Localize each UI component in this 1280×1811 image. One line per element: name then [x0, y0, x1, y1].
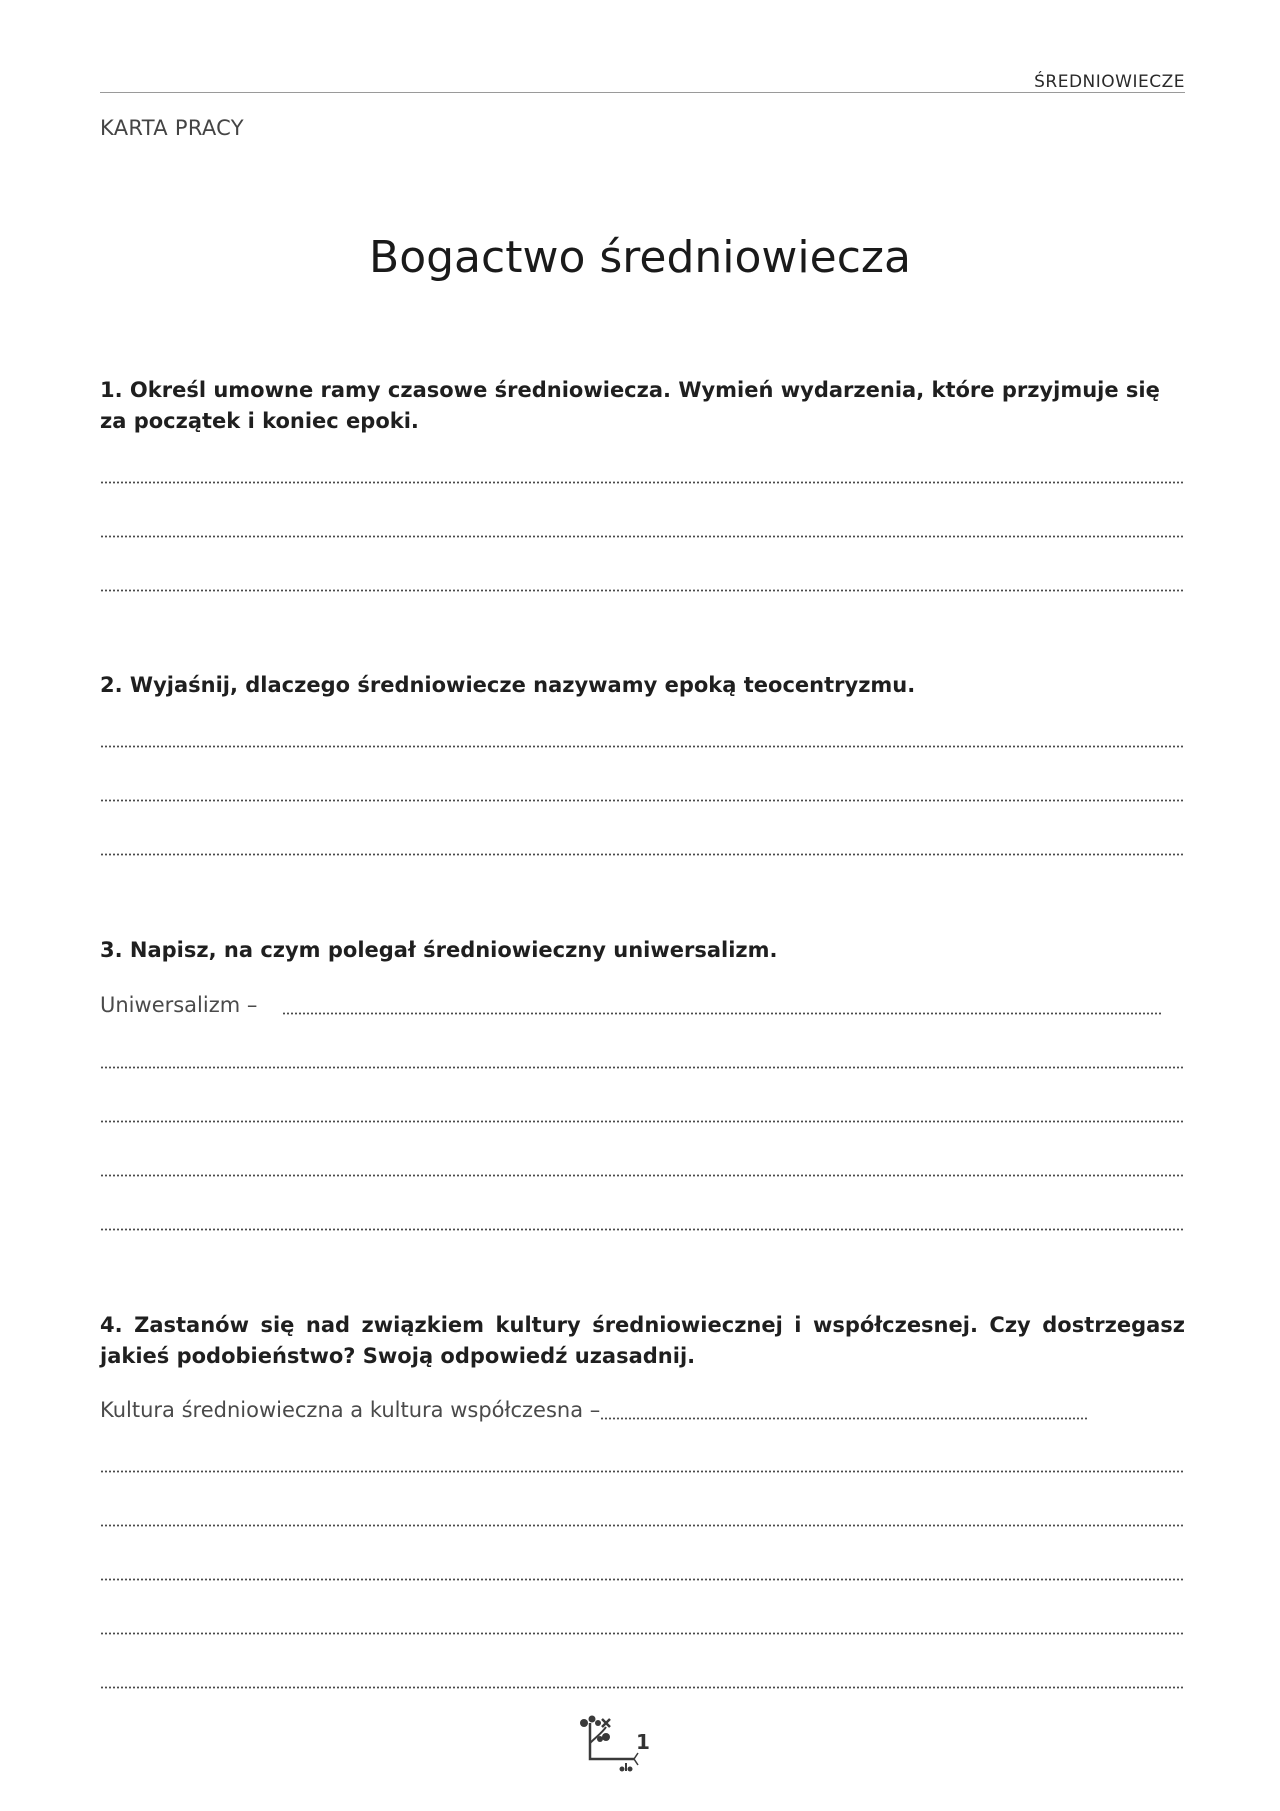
- answer-line[interactable]: [100, 1066, 1185, 1069]
- task-text: Wyjaśnij, dlaczego średniowiecze nazywamy: [122, 673, 665, 697]
- answer-line[interactable]: [600, 1417, 1088, 1420]
- task-text: .: [907, 673, 916, 697]
- task-text-emphasis: średniowieczny uniwersalizm: [423, 938, 770, 962]
- header-rule: [100, 92, 1185, 93]
- task-text: Napisz, na czym polegał: [122, 938, 424, 962]
- answer-line[interactable]: [100, 853, 1185, 856]
- task-number: 2.: [100, 673, 123, 697]
- answer-line[interactable]: [100, 745, 1185, 748]
- answer-prompt: Uniwersalizm –: [100, 993, 258, 1017]
- task-text-emphasis: ramy czasowe: [320, 378, 488, 402]
- answer-line[interactable]: [100, 481, 1185, 484]
- page-number: 1: [636, 1730, 650, 1754]
- task-1: [100, 375, 1185, 437]
- task-text: Określ umowne: [122, 378, 321, 402]
- answer-line[interactable]: [100, 1578, 1185, 1581]
- answer-line[interactable]: [100, 1524, 1185, 1527]
- section-label: ŚREDNIOWIECZE: [1034, 72, 1185, 92]
- task-text: .: [769, 938, 778, 962]
- answer-line[interactable]: [100, 535, 1185, 538]
- page-title: Bogactwo średniowiecza: [369, 232, 911, 283]
- task-3: [100, 935, 1185, 966]
- answer-prompt: Kultura średniowieczna a kultura współczesna –: [100, 1398, 601, 1422]
- task-text: Zastanów się nad związkiem kultury średniowiecznej i współczesnej. Czy dostrzegasz jakieś podobieństwo? Swoją odpowiedź uzasadnij.: [100, 1313, 1185, 1368]
- answer-line[interactable]: [100, 799, 1185, 802]
- answer-line[interactable]: [100, 1632, 1185, 1635]
- task-4: [100, 1310, 1185, 1372]
- sheet-label: KARTA PRACY: [100, 116, 244, 140]
- answer-line[interactable]: [100, 1174, 1185, 1177]
- answer-line[interactable]: [100, 1686, 1185, 1689]
- task-text-emphasis: epoką teocentryzmu: [664, 673, 908, 697]
- answer-line[interactable]: [100, 1120, 1185, 1123]
- task-number: 3.: [100, 938, 123, 962]
- task-2: [100, 670, 1185, 701]
- task-number: 1.: [100, 378, 123, 402]
- task-number: 4.: [100, 1313, 123, 1337]
- answer-line[interactable]: [100, 1228, 1185, 1231]
- task-text: średniowiecza. Wymień wydarzenia, które przyjmuje się za początek i koniec epoki.: [100, 378, 1160, 433]
- answer-line[interactable]: [100, 589, 1185, 592]
- answer-line[interactable]: [100, 1470, 1185, 1473]
- answer-line[interactable]: [282, 1012, 1162, 1015]
